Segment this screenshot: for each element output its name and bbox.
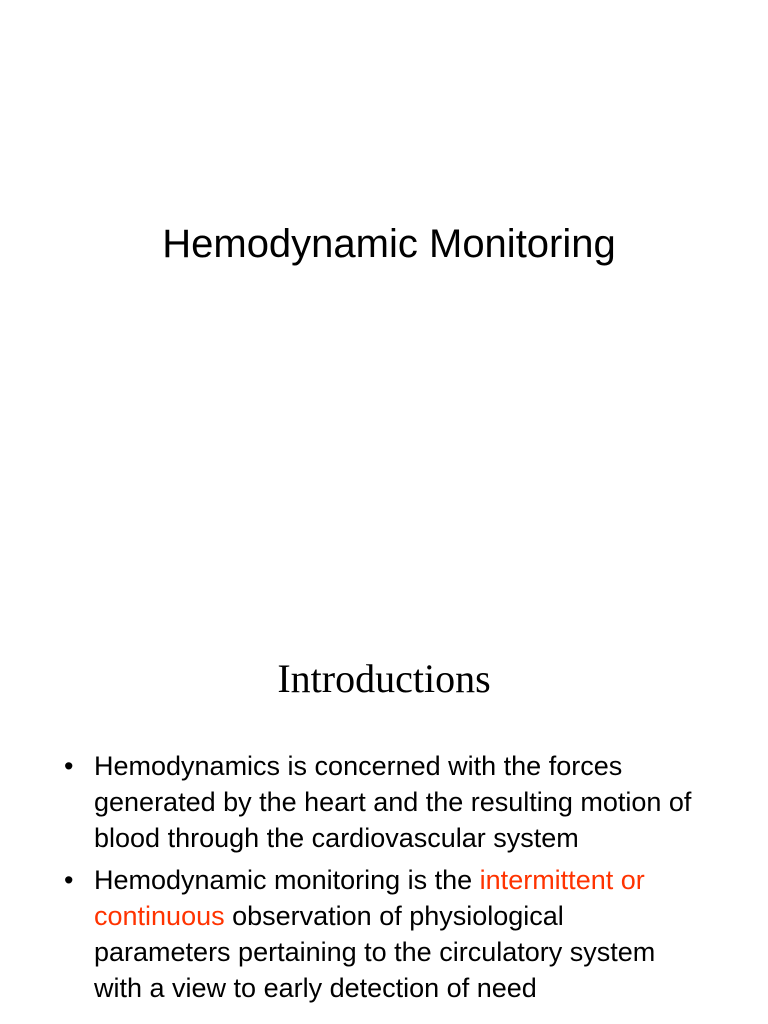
slide-introductions <box>0 576 768 1024</box>
bullet-text-tail: observation of physiological parameters pertaining to the circulatory system with a view to early detection of need <box>94 901 656 1003</box>
bullet-list <box>64 748 704 1012</box>
section-title: Introductions <box>277 656 491 701</box>
bullet-marker: • <box>64 865 74 895</box>
presentation-title: Hemodynamic Monitoring <box>162 222 616 266</box>
bullet-text: Hemodynamics is concerned with the forces generated by the heart and the resulting motion of blood through the cardiovascular system <box>94 751 692 853</box>
bullet-item-definition <box>64 748 704 856</box>
bullet-item-monitoring <box>64 862 704 1006</box>
bullet-text-lead: Hemodynamic monitoring is the <box>94 865 480 895</box>
bullet-marker: • <box>64 751 74 781</box>
bullet-text-highlight: intermittent or continuous <box>94 865 645 931</box>
